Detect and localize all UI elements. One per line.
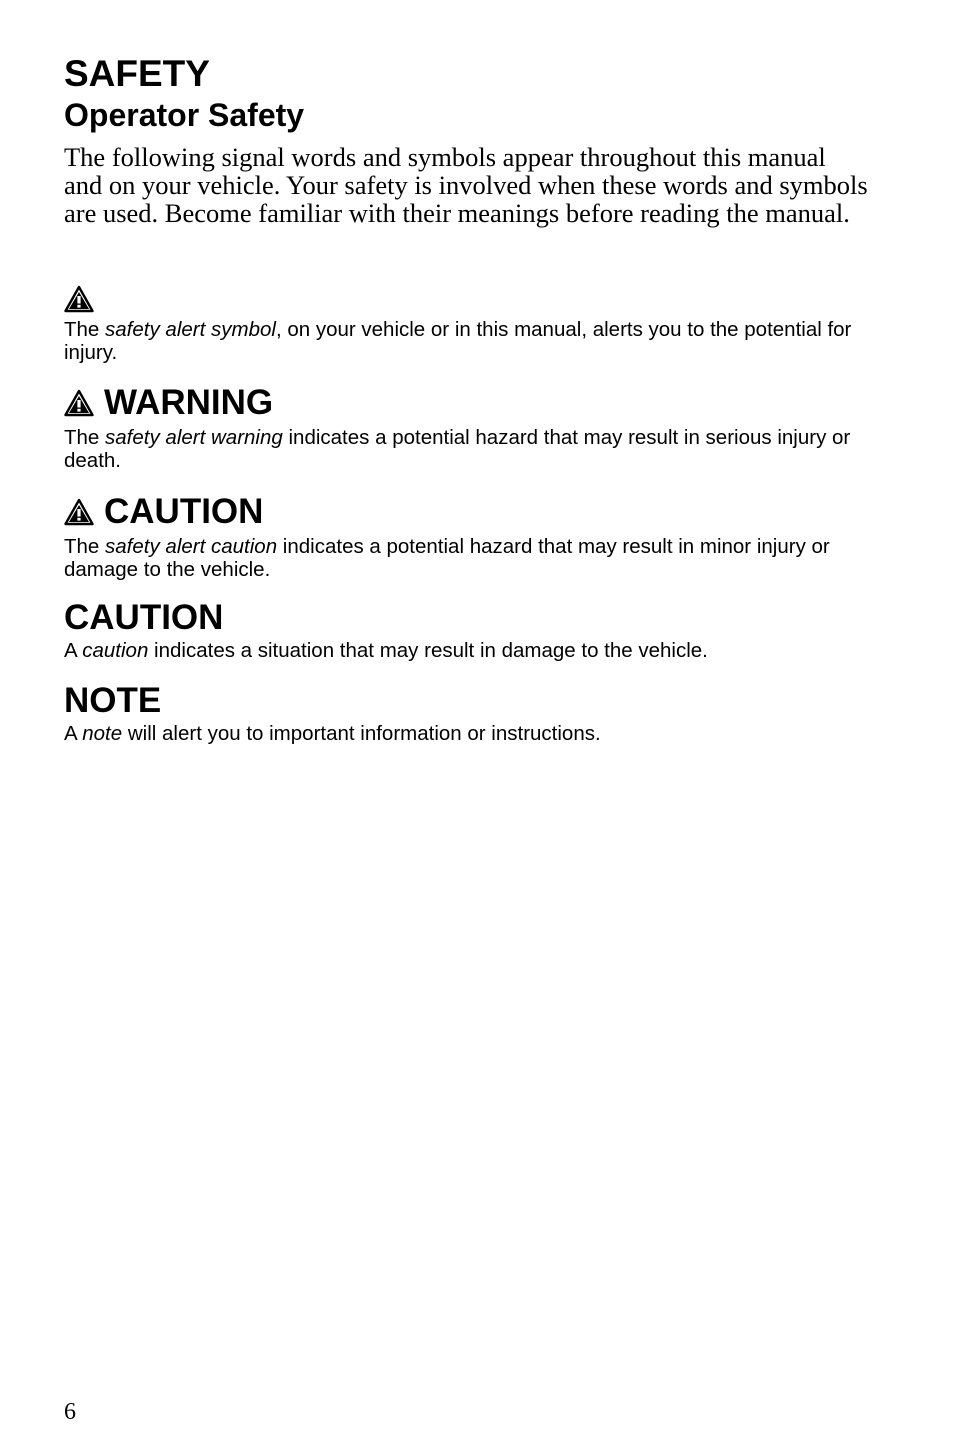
note-description <box>64 722 874 745</box>
desc-emphasis: safety alert symbol <box>105 318 276 341</box>
caution-entry <box>64 599 874 662</box>
note-entry <box>64 682 874 745</box>
warning-triangle-icon <box>64 389 94 417</box>
desc-emphasis: caution <box>82 639 149 662</box>
caution-description <box>64 639 874 662</box>
note-row <box>64 682 874 720</box>
desc-text: The <box>64 318 106 341</box>
desc-emphasis: safety alert warning <box>105 426 283 449</box>
caution-alert-entry <box>64 493 874 581</box>
section-title: SAFETY <box>64 53 210 94</box>
safety-symbol-row <box>64 280 874 318</box>
warning-triangle-icon <box>64 285 94 313</box>
warning-description <box>64 426 874 472</box>
desc-text: indicates a situation that may result in damage to the vehicle. <box>148 639 708 662</box>
desc-text: , on your vehicle or in this manual, alerts you to the potential for injury. <box>64 318 852 364</box>
desc-text: indicates a potential hazard that may result in minor injury or damage to the vehicle. <box>64 535 830 581</box>
caution-row <box>64 599 874 637</box>
section-subtitle: Operator Safety <box>64 97 305 133</box>
warning-label: WARNING <box>104 383 274 422</box>
caution-alert-description <box>64 535 874 581</box>
desc-text: will alert you to important information or instructions. <box>122 722 601 745</box>
desc-text: The <box>64 426 106 449</box>
warning-entry <box>64 384 874 472</box>
caution-alert-row <box>64 493 874 531</box>
desc-text: A <box>64 722 83 745</box>
desc-text: A <box>64 639 83 662</box>
desc-text: The <box>64 535 106 558</box>
desc-emphasis: note <box>82 722 123 745</box>
warning-row <box>64 384 874 422</box>
desc-emphasis: safety alert caution <box>105 535 278 558</box>
desc-text: indicates a potential hazard that may result in serious injury or death. <box>64 426 851 472</box>
warning-triangle-icon <box>64 498 94 526</box>
caution-alert-label: CAUTION <box>104 492 264 531</box>
caution-label: CAUTION <box>64 598 224 637</box>
intro-paragraph: The following signal words and symbols appear throughout this manual and on your vehicle. Your safety is involved when these words and symbols are used. Become familiar with their meanings before reading the manual. <box>64 142 868 228</box>
safety-symbol-description <box>64 318 874 364</box>
note-label: NOTE <box>64 681 162 720</box>
safety-symbol-entry <box>64 280 874 364</box>
page-number: 6 <box>64 1399 76 1425</box>
